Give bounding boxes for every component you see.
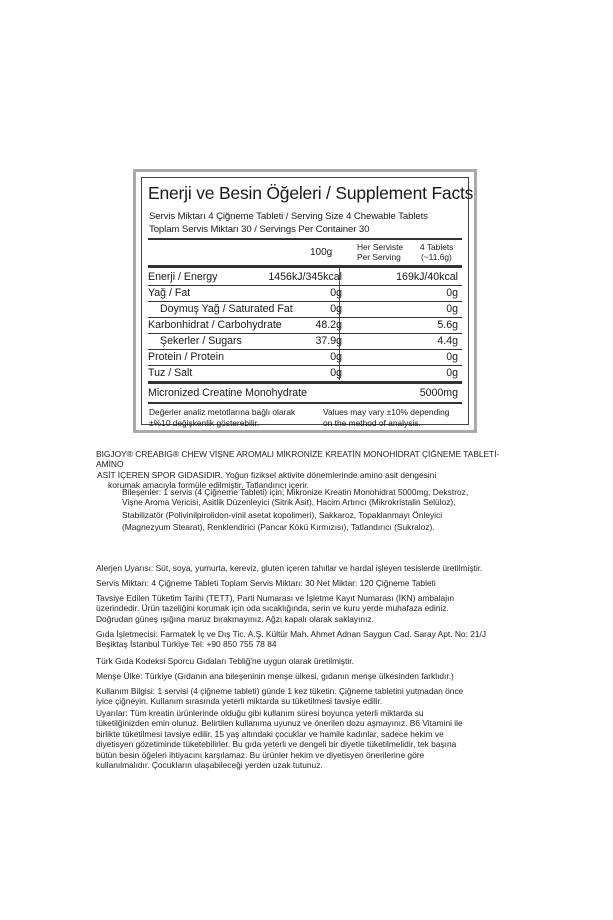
warnings: [96, 708, 526, 770]
divider-heavy: [148, 265, 462, 268]
row-value-100g: 0g: [330, 351, 342, 363]
note-en-2: on the method of analysis.: [323, 418, 421, 428]
row-value-serving: 0g: [446, 367, 458, 379]
text-line: Uyarılar: Tüm kreatin ürünlerinde olduğu gibi kullanım süresi boyunca yeterli miktarda su: [96, 708, 424, 718]
creatine-value: 5000mg: [419, 387, 458, 399]
text-line: Doğrudan güneş ışığına maruz bırakmayınız. Ağzı kapalı olarak saklayınız.: [96, 613, 374, 624]
creatine-row: [148, 387, 462, 402]
serving-size: Servis Miktarı 4 Çiğneme Tableti / Serving Size 4 Chewable Tablets: [149, 211, 428, 222]
text-line: birlikte tüketilmesi tavsiye edilir. 15 yaş altındaki çocuklar ve hamile kadınlar, sadece hekim ve: [96, 728, 444, 739]
nutrition-row: [148, 287, 462, 302]
origin-country: [96, 671, 526, 681]
nutrition-row: [148, 303, 462, 318]
row-value-serving: 4.4g: [437, 335, 458, 347]
text-line: Kullanım Bilgisi: 1 servisi (4 çiğneme tableti) günde 1 kez tüketin. Çiğneme tabletini yutmadan önce: [96, 686, 464, 696]
row-label: Doymuş Yağ / Saturated Fat: [160, 303, 293, 315]
text-line: Menşe Ülke: Türkiye (Gıdanın ana bileşeninin menşe ülkesi, gıdanın menşe ülkesinden farklıdır.): [96, 671, 454, 681]
ingredients: [122, 487, 522, 532]
servings-per-container: Toplam Servis Miktarı 30 / Servings Per Container 30: [149, 224, 370, 235]
facts-title: Enerji ve Besin Öğeleri / Supplement Facts: [148, 183, 474, 203]
row-value-100g: 0g: [330, 367, 342, 379]
row-value-100g: 0g: [330, 287, 342, 299]
row-label: Protein / Protein: [148, 351, 224, 363]
allergen-warning: [96, 563, 526, 573]
row-value-100g: 1456kJ/345kcal: [268, 271, 342, 283]
row-divider: [148, 317, 462, 318]
text-line: üzerindedir. Ürün tazeliğini korumak için oda sıcaklığında, serin ve kuru yerde muhafaza ediniz.: [96, 603, 449, 614]
text-line: Tavsiye Edilen Tüketim Tarihi (TETT), Parti Numarası ve İşletme Kayıt Numarası (İKN) ambalajın: [96, 593, 455, 603]
nutrition-row: [148, 367, 462, 382]
row-divider: [148, 333, 462, 334]
usage-info: [96, 686, 526, 707]
note-en-1: Values may vary ±10% depending: [323, 407, 450, 417]
note-tr-1: Değerler analiz metotlarına bağlı olarak: [149, 407, 296, 417]
manufacturer-info: [96, 629, 526, 650]
col-per-serving-header-2: Per Serving: [357, 252, 401, 262]
nutrition-row: [148, 319, 462, 334]
row-divider: [148, 285, 462, 286]
creatine-label: Micronized Creatine Monohydrate: [148, 387, 307, 399]
text-line: kullanılmalıdır. Çocukların ulaşabileceği yerden uzak tutunuz.: [96, 760, 323, 771]
text-line: iyice çiğneyin. Kullanım sırasında yeterli miktarda su tüketilmesi tavsiye edilir.: [96, 696, 383, 707]
row-label: Tuz / Salt: [148, 367, 193, 379]
row-value-serving: 5.6g: [437, 319, 458, 331]
product-description: [96, 449, 526, 491]
text-line: Beşiktaş İstanbul Türkiye Tel: +90 850 755 78 84: [96, 639, 277, 650]
serving-info: [96, 578, 526, 588]
text-line: bütün besin öğeleri ihtiyacını karşılamaz. Bu ürünler hekim ve diyetisyen önerilerine göre: [96, 749, 425, 760]
row-divider: [148, 365, 462, 366]
text-line: Servis Miktarı: 4 Çiğneme Tableti Toplam Servis Miktarı: 30 Net Miktar: 120 Çiğneme Tableti: [96, 578, 436, 588]
row-value-serving: 0g: [446, 351, 458, 363]
text-line: Bileşenler: 1 servis (4 Çiğneme Tableti) için; Mikronize Kreatin Monohidrat 5000mg, Dekstroz,: [122, 487, 469, 497]
divider-thick: [148, 238, 462, 240]
text-line: Türk Gıda Kodeksi Sporcu Gıdaları Tebliğ'ne uygun olarak üretilmiştir.: [96, 656, 354, 666]
nutrition-row: [148, 335, 462, 350]
nutrition-row: [148, 271, 462, 286]
text-line: (Magnezyum Stearat), Renklendirici (Pancar Kökü Kırmızısı), Tatlandırıcı (Sukraloz).: [122, 521, 435, 532]
text-line: Alerjen Uyarısı: Süt, soya, yumurta, kereviz, gluten içeren tahıllar ve hardal işleyen tesislerde üretilmiştir.: [96, 563, 483, 573]
regulation-note: [96, 656, 526, 666]
row-value-serving: 0g: [446, 303, 458, 315]
col-tablets-header-2: (~11.6g): [421, 252, 452, 262]
text-line: BIGJOY® CREABIG® CHEW VİŞNE AROMALI MİKRONİZE KREATİN MONOHİDRAT ÇİĞNEME TABLETİ-AMİNO: [96, 449, 500, 470]
row-label: Şekerler / Sugars: [160, 335, 242, 347]
row-value-serving: 0g: [446, 287, 458, 299]
row-value-100g: 0g: [330, 303, 342, 315]
text-line: korumak amacıyla formüle edilmiştir. Tatlandırıcı içerir.: [108, 480, 309, 491]
col-100g-header: 100g: [310, 247, 333, 258]
row-value-100g: 37.9g: [315, 335, 342, 347]
row-label: Yağ / Fat: [148, 287, 191, 299]
row-label: Enerji / Energy: [148, 271, 218, 283]
note-tr-2: ±%10 değişkenlik gösterebilir.: [149, 418, 260, 428]
text-line: diyetisyen gözetiminde tüketebilirler. Bu gıda yeterli ve dengeli bir diyetle tüketilmelidir, tek başına: [96, 739, 457, 750]
storage-info: [96, 593, 526, 624]
col-tablets-header-1: 4 Tablets: [420, 242, 454, 252]
text-line: tüketilğinizden emin olunuz. Belirtilen kullanıma uyunuz ve önerilen dozu aşmayınız. B6 Vitamini ile: [96, 718, 463, 729]
text-line: Gıda İşletmecisi: Farmatek İç ve Dış Tic. A.Ş. Kültür Mah. Ahmet Adnan Saygun Cad. Saray Apt. No: 21/J: [96, 629, 487, 639]
row-value-serving: 169kJ/40kcal: [396, 271, 458, 283]
col-per-serving-header-1: Her Serviste: [357, 242, 404, 252]
text-line: Vişne Aroma Vericisi, Asitlik Düzenleyici (Sitrik Asit), Hacim Artırıcı (Mikrokristalin Selüloz),: [122, 497, 456, 508]
divider-thick: [148, 402, 462, 404]
row-label: Karbonhidrat / Carbohydrate: [148, 319, 282, 331]
text-line: ASİT İÇEREN SPOR GIDASIDIR. Yoğun fiziksel aktivite dönemlerinde amino asit dengesini: [97, 469, 437, 480]
row-divider: [148, 349, 462, 350]
row-value-100g: 48.2g: [315, 319, 342, 331]
text-line: Stabilizatör (Polivinilpirolidon-vinil asetat kopolimeri), Sakkaroz, Topaklanmayı Önleyici: [122, 509, 443, 520]
nutrition-row: [148, 351, 462, 366]
divider-heavy: [148, 381, 462, 384]
row-divider: [148, 301, 462, 302]
